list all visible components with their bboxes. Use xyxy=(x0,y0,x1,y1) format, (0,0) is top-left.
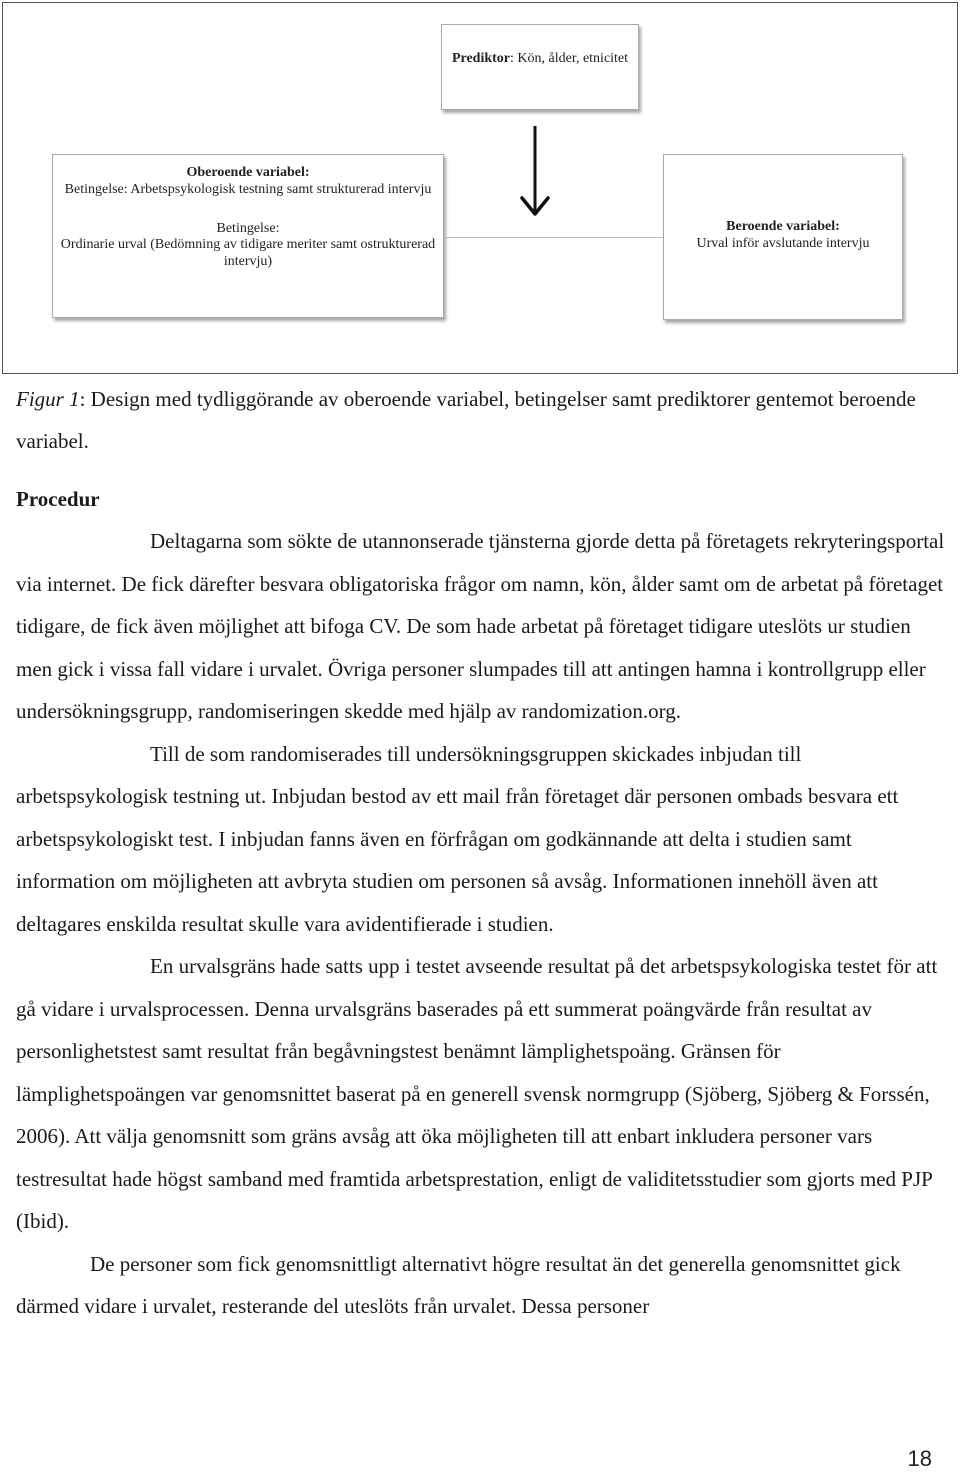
independent-condition-2-text: Ordinarie urval (Bedömning av tidigare meriter samt ostrukturerad intervju) xyxy=(60,237,436,270)
paragraph-2: Till de som randomiserades till undersökningsgruppen skickades inbjudan till arbetspsykologisk testning ut. Inbjudan bestod av ett mail från företaget där personen ombads besvara ett arbetspsykologiskt test. I inbjudan fanns även en förfrågan om godkännande att delta i studien samt information om möjligheten att avbryta studien om personen så avsåg. Informationen innehöll även att deltagares enskilda resultat skulle vara avidentifierade i studien. xyxy=(16,741,899,936)
caption-text: : Design med tydliggörande av oberoende variabel, betingelser samt prediktorer gentemot beroende variabel. xyxy=(16,387,916,453)
dependent-title: Beroende variabel: xyxy=(726,219,840,234)
paragraph-3: En urvalsgräns hade satts upp i testet avseende resultat på det arbetspsykologiska testet för att gå vidare i urvalsprocessen. Denna urvalsgräns baserades på ett summerat poängvärde från resultat av personlighetstest samt resultat från begåvningstest benämnt lämplighetspoäng. Gränsen för lämplighetspoängen var genomsnittet baserat på en generell svensk normgrupp (Sjöberg, Sjöberg & Forssén, 2006). Att välja genomsnitt som gräns avsåg att öka möjligheten till att enbart inkludera personer vars testresultat hade högst samband med framtida arbetsprestation, enligt de validitetsstudier som gjorts med PJP (Ibid). xyxy=(16,954,938,1233)
caption-label: Figur 1 xyxy=(16,387,80,411)
predictor-text: : Kön, ålder, etnicitet xyxy=(510,51,629,66)
independent-condition-1: Betingelse: Arbetspsykologisk testning samt strukturerad intervju xyxy=(64,181,432,197)
predictor-box xyxy=(441,24,639,110)
independent-variable-box xyxy=(52,154,444,318)
dependent-text: Urval inför avslutande intervju xyxy=(696,235,870,251)
body-text xyxy=(16,520,951,1328)
predictor-label: Prediktor xyxy=(451,51,511,66)
down-arrow-icon xyxy=(518,126,552,222)
independent-title: Oberoende variabel: xyxy=(186,165,310,180)
connector-line xyxy=(444,237,663,238)
figure-caption xyxy=(16,378,946,462)
section-heading: Procedur xyxy=(16,487,100,511)
page-number: 18 xyxy=(907,1446,932,1471)
independent-condition-2-label: Betingelse: xyxy=(216,220,280,236)
paragraph-4: De personer som fick genomsnittligt alternativt högre resultat än det generella genomsnittet gick därmed vidare i urvalet, resterande del uteslöts från urvalet. Dessa personer xyxy=(16,1251,901,1318)
paragraph-1: Deltagarna som sökte de utannonserade tjänsterna gjorde detta på företagets rekryteringsportal via internet. De fick därefter besvara obligatoriska frågor om namn, kön, ålder samt om de arbetat på företaget tidigare, de fick även möjlighet att bifoga CV. De som hade arbetat på företaget tidigare uteslöts ur studien men gick i vissa fall vidare i urvalet. Övriga personer slumpades till att antingen hamna i kontrollgrupp eller undersökningsgrupp, randomiseringen skedde med hjälp av randomization.org. xyxy=(16,529,945,723)
dependent-variable-box xyxy=(663,154,903,320)
